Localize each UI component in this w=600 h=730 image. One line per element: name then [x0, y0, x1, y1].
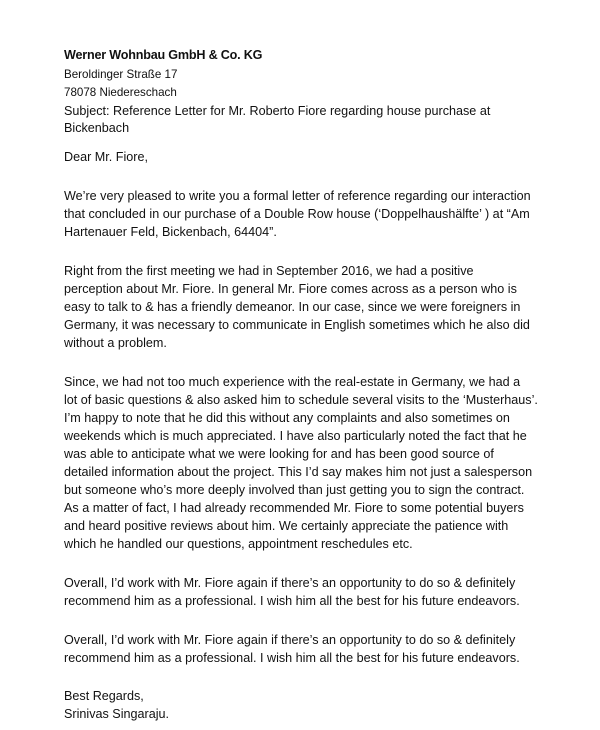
paragraph-line: detailed information about the project. This I’d say makes him not just a salesperson [64, 465, 533, 479]
paragraph-line: Overall, I’d work with Mr. Fiore again if there’s an opportunity to do so & definitely [64, 633, 516, 647]
signature: Srinivas Singaraju. [64, 707, 169, 721]
paragraph-line: Hartenauer Feld, Bickenbach, 64404”. [64, 225, 277, 239]
address-city: 78078 Niedereschach [64, 86, 177, 99]
subject [64, 102, 564, 137]
paragraph-line: and heard positive reviews about him. We certainly appreciate the patience with [64, 519, 509, 533]
paragraph-line: without a problem. [64, 336, 167, 350]
company-name: Werner Wohnbau GmbH & Co. KG [64, 48, 263, 62]
subject-line: Subject: Reference Letter for Mr. Roberto Fiore regarding house purchase at [64, 104, 491, 118]
letter-body [64, 187, 564, 667]
closing: Best Regards, [64, 689, 144, 703]
subject-line: Bickenbach [64, 121, 130, 135]
paragraph-line: lot of basic questions & also asked him to schedule several visits to the ‘Musterhaus’. [64, 393, 538, 407]
paragraph-line: weekends which is much appreciated. I have also particularly noted the fact that he [64, 429, 527, 443]
paragraph [64, 631, 564, 667]
paragraph-line: easy to talk to & has a friendly demeanor. In our case, since we were foreigners in [64, 300, 521, 314]
letter [64, 46, 564, 723]
paragraph-line: I’m happy to note that he did this without any complaints and also sometimes on [64, 411, 510, 425]
paragraph-line: As a matter of fact, I had already recommended Mr. Fiore to some potential buyers [64, 501, 524, 515]
salutation: Dear Mr. Fiore, [64, 150, 148, 164]
paragraph-line: but someone who’s more deeply involved than just getting you to sign the contract. [64, 483, 525, 497]
address-street: Beroldinger Straße 17 [64, 68, 178, 81]
paragraph-line: Overall, I’d work with Mr. Fiore again if there’s an opportunity to do so & definitely [64, 576, 516, 590]
paragraph-line: recommend him as a professional. I wish him all the best for his future endeavors. [64, 651, 520, 665]
paragraph-line: which he handled our questions, appointment reschedules etc. [64, 537, 413, 551]
paragraph-line: Right from the first meeting we had in September 2016, we had a positive [64, 264, 474, 278]
paragraph [64, 187, 564, 241]
paragraph-line: Since, we had not too much experience with the real-estate in Germany, we had a [64, 375, 521, 389]
paragraph-line: that concluded in our purchase of a Double Row house (‘Doppelhaushälfte’ ) at “Am [64, 207, 530, 221]
paragraph [64, 262, 564, 352]
paragraph-line: Germany, it was necessary to communicate in English sometimes which he also did [64, 318, 530, 332]
paragraph-line: recommend him as a professional. I wish him all the best for his future endeavors. [64, 594, 520, 608]
paragraph [64, 574, 564, 610]
closing-block [64, 687, 564, 723]
paragraph-line: perception about Mr. Fiore. In general Mr. Fiore comes across as a person who is [64, 282, 517, 296]
paragraph-line: was able to anticipate what we were looking for and has been good source of [64, 447, 494, 461]
paragraph [64, 373, 564, 553]
paragraph-line: We’re very pleased to write you a formal letter of reference regarding our interaction [64, 189, 531, 203]
